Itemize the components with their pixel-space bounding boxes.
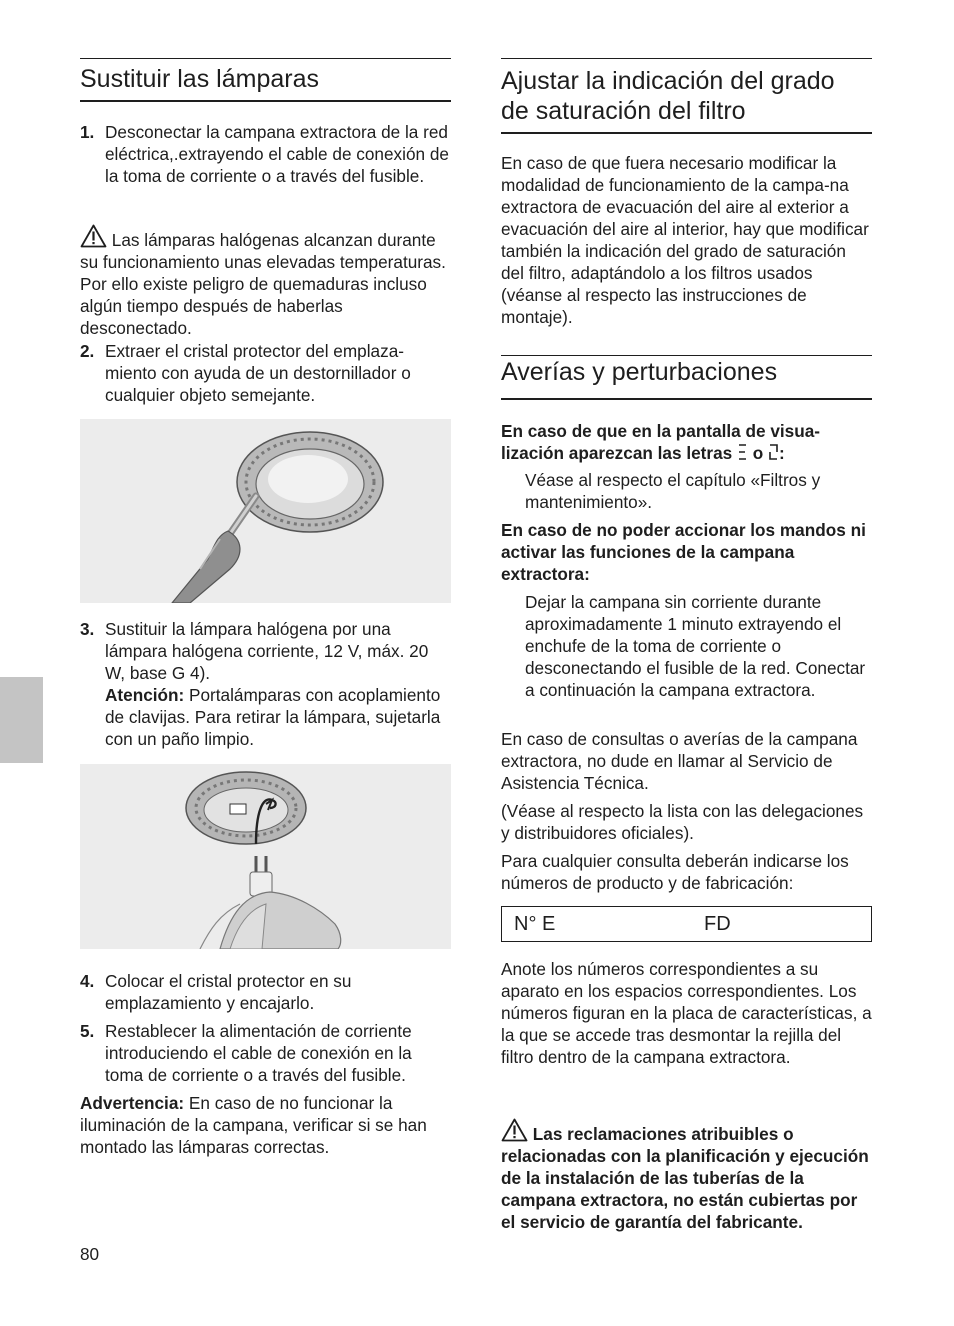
page-number: 80	[80, 1244, 100, 1264]
advertencia-text: En caso de no funcionar la iluminación de la campana, verificar si se han montado las lámparas correctas.	[80, 1093, 427, 1157]
question-display-letters	[501, 420, 873, 464]
e-number-label: N° E	[514, 913, 556, 935]
step-3	[80, 618, 452, 750]
heading-rule-top	[80, 58, 451, 59]
advertencia-label: Advertencia:	[80, 1093, 185, 1113]
step-number: 4.	[80, 971, 95, 991]
step-text: Restablecer la alimentación de corriente introduciendo el cable de conexión en la toma de corriente o a través del fusible.	[105, 1021, 412, 1085]
filter-paragraph: En caso de que fuera necesario modificar la modalidad de funcionamiento de la campa-na extractora de evacuación del aire al exterior a evacuación del aire al interior, hay que modificar también la indicación del grado de saturación del filtro, adaptándolo a los filtros usados (véanse al respecto las instrucciones de montaje).	[501, 153, 869, 327]
step-text: Colocar el cristal protector en su emplazamiento y encajarlo.	[105, 971, 352, 1013]
step-text: Sustituir la lámpara halógena por una lámpara halógena corriente, 12 V, máx. 20 W, base G 4).	[105, 619, 429, 683]
step-number: 3.	[80, 619, 95, 639]
warning-icon	[80, 224, 107, 248]
attention-label: Atención:	[105, 685, 185, 705]
warranty-warning	[501, 1118, 873, 1233]
step-2	[80, 340, 452, 406]
segment-letter-icon	[737, 444, 748, 460]
warning-note	[80, 224, 452, 339]
delegations-paragraph: (Véase al respecto la lista con las delegaciones y distribuidores oficiales).	[501, 801, 864, 843]
advertencia-note	[80, 1092, 452, 1158]
question-line	[501, 442, 873, 464]
heading-line: Ajustar la indicación del grado	[501, 67, 835, 95]
attention-note	[105, 684, 452, 750]
heading-rule-top	[501, 58, 872, 59]
screwdriver-illustration	[80, 419, 451, 603]
heading-sustituir-lamparas: Sustituir las lámparas	[80, 65, 319, 93]
step-number: 2.	[80, 341, 95, 361]
attention-text: Portalámparas con acoplamiento de clavijas. Para retirar la lámpara, sujetarla con un paño limpio.	[105, 685, 441, 749]
heading-rule-bottom	[501, 132, 872, 134]
warning-text: Las lámparas halógenas alcanzan durante su funcionamiento unas elevadas temperaturas. Por ello existe peligro de quemaduras incluso algún tiempo después de haberlas desconectado.	[80, 230, 446, 338]
heading-averias: Averías y perturbaciones	[501, 358, 778, 386]
step-number: 5.	[80, 1021, 95, 1041]
step-5	[80, 1020, 452, 1086]
section-tab	[0, 677, 43, 763]
numbers-paragraph: Para cualquier consulta deberán indicarse los números de producto y de fabricación:	[501, 851, 849, 893]
question-text: :	[779, 443, 785, 463]
heading-rule-bottom	[501, 398, 872, 400]
fd-number-label: FD	[704, 913, 731, 935]
answer-text: Dejar la campana sin corriente durante aproximadamente 1 minuto extrayendo el enchufe de la toma de corriente o desconectando el fusible de la red. Conectar a continuación la campana extractora.	[525, 592, 866, 700]
segment-letter-icon	[768, 444, 779, 460]
question-line: En caso de que en la pantalla de visua-	[501, 421, 821, 441]
question-text: lización aparezcan las letras	[501, 443, 733, 463]
heading-ajustar-indicacion	[501, 66, 873, 126]
illustration-remove-glass	[80, 419, 451, 603]
service-paragraph: En caso de consultas o averías de la campana extractora, no dude en llamar al Servicio de Asistencia Técnica.	[501, 729, 858, 793]
step-text: Desconectar la campana extractora de la red eléctrica,.extrayendo el cable de conexión de la toma de corriente o a través del fusible.	[105, 122, 449, 186]
step-number: 1.	[80, 122, 95, 142]
product-number-box	[501, 906, 872, 942]
step-4	[80, 970, 452, 1014]
heading-rule-bottom	[80, 100, 451, 102]
question-text: o	[752, 443, 764, 463]
step-text: Extraer el cristal protector del emplaza-miento con ayuda de un destornillador o cualquier objeto semejante.	[105, 341, 411, 405]
illustration-replace-lamp	[80, 764, 451, 949]
step-1	[80, 121, 452, 187]
question-controls: En caso de no poder accionar los mandos ni activar las funciones de la campana extractora:	[501, 520, 866, 584]
lamp-replacement-illustration	[80, 764, 451, 949]
heading-rule-top	[501, 355, 872, 356]
nameplate-paragraph: Anote los números correspondientes a su aparato en los espacios correspondientes. Los números figuran en la placa de características, a la que se accede tras desmontar la rejilla del filtro dentro de la campana extractora.	[501, 959, 872, 1067]
heading-line: de saturación del filtro	[501, 97, 746, 125]
warning-text: Las reclamaciones atribuibles o relacionadas con la planificación y ejecución de la instalación de las tuberías de la campana extractora, no están cubiertas por el servicio de garantía del fabricante.	[501, 1124, 869, 1232]
answer-text: Véase al respecto el capítulo «Filtros y mantenimiento».	[525, 470, 821, 512]
warning-icon	[501, 1118, 528, 1142]
